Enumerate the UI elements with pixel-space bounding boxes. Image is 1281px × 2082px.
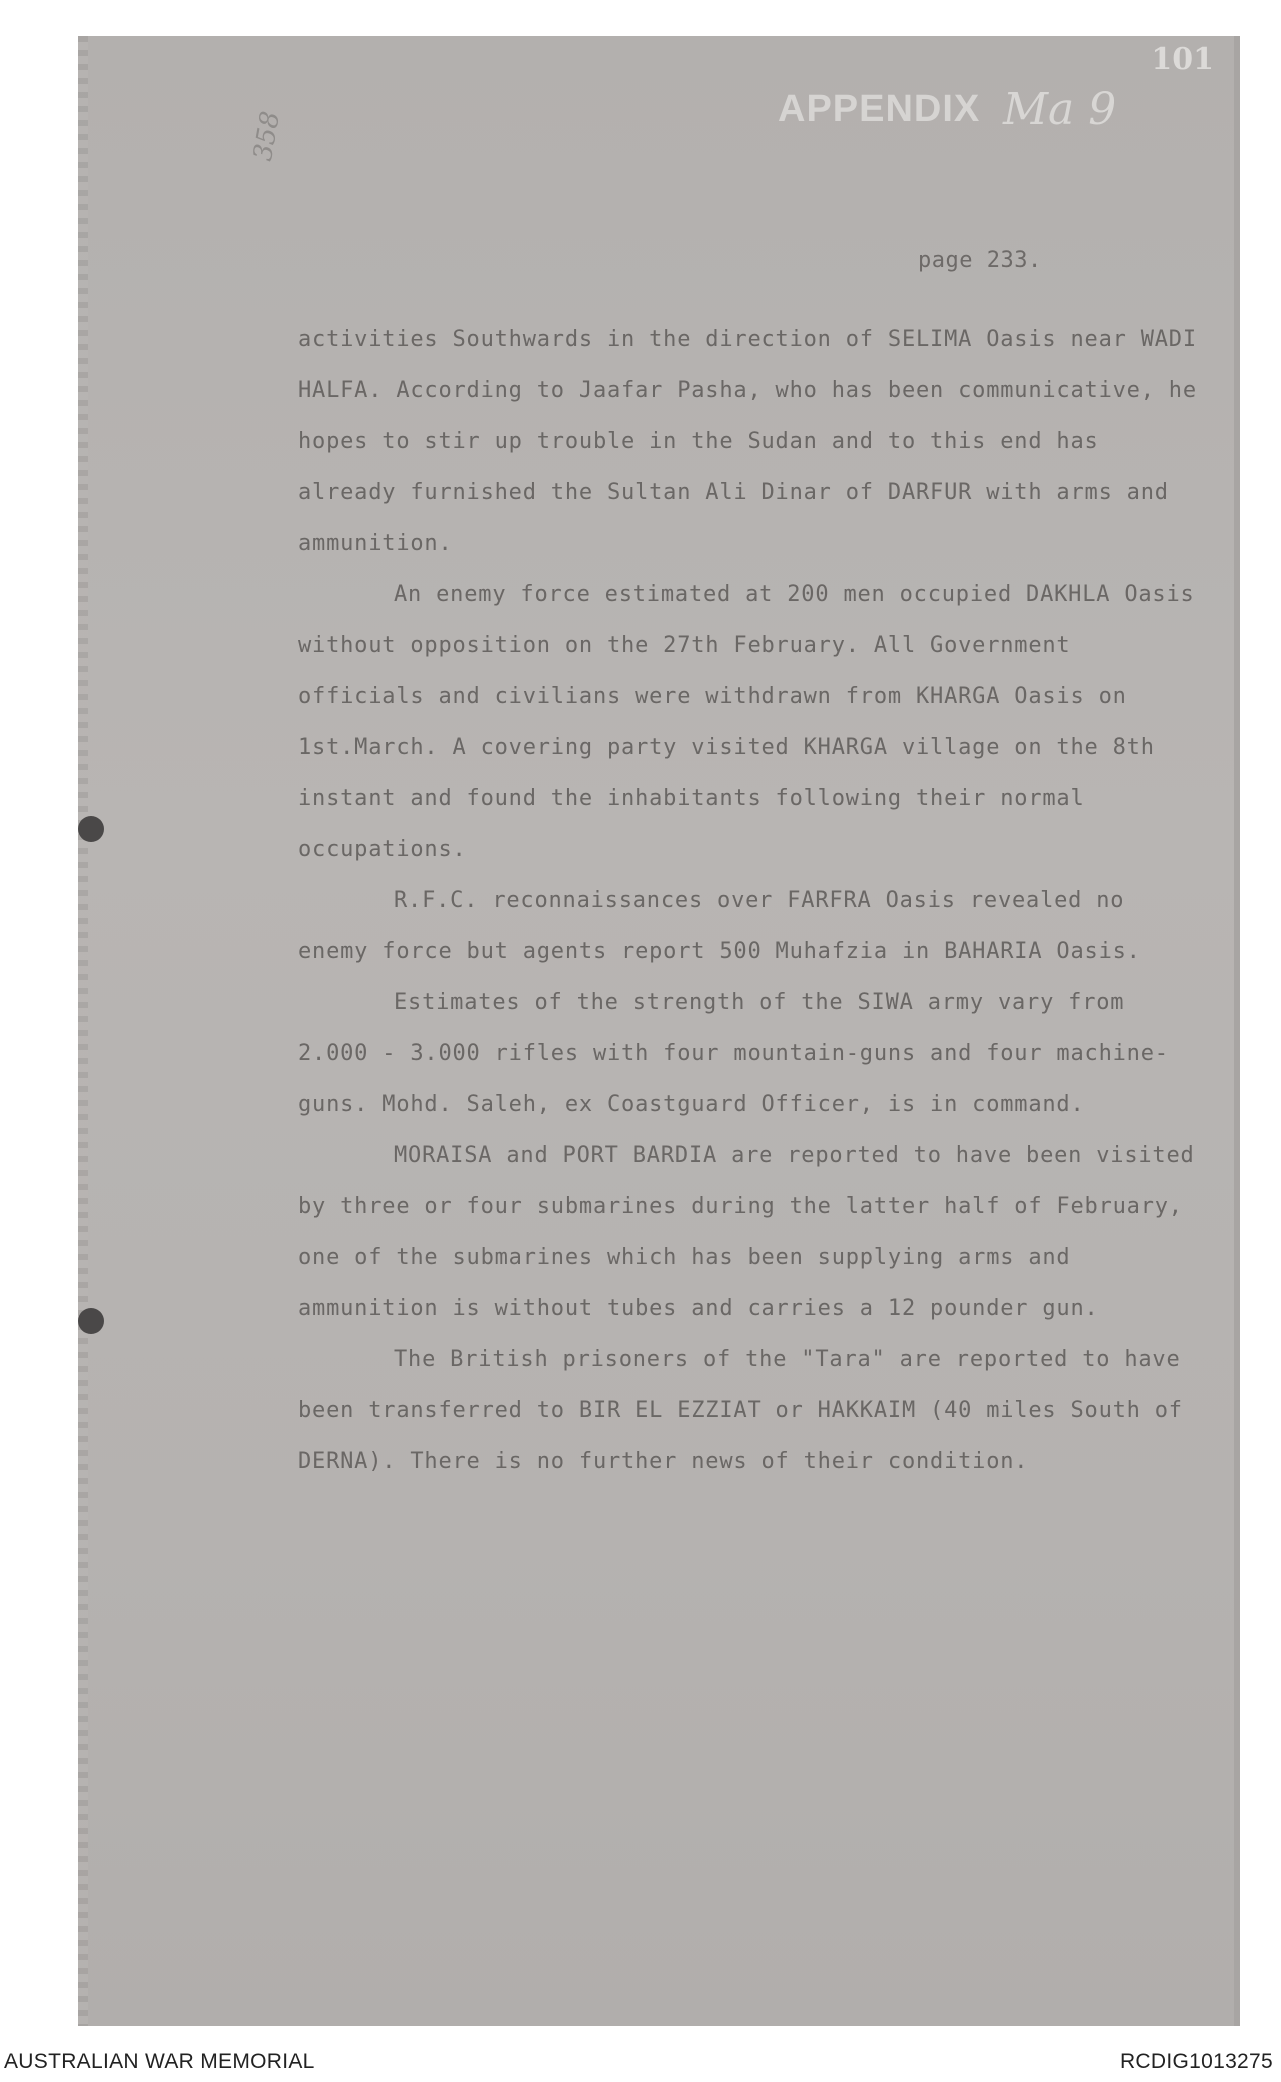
document-sheet (78, 36, 1240, 2026)
punch-hole-icon (78, 816, 104, 842)
appendix-stamp: APPENDIX (778, 88, 981, 130)
sheet-shadow-edge (1234, 36, 1240, 2026)
margin-note: 358 (248, 109, 287, 164)
paragraph-2: An enemy force estimated at 200 men occupied DAKHLA Oasis without opposition on the 27th February. All Government officials and civilians were withdrawn from KHARGA Oasis on 1st.March. A covering party visited KHARGA village on the 8th instant and found the inhabitants following their normal occupations. (298, 582, 1195, 862)
handwritten-reference: Ma 9 (1003, 84, 1117, 135)
page-number: page 233. (918, 248, 1042, 273)
paragraph-3: R.F.C. reconnaissances over FARFRA Oasis revealed no enemy force but agents report 500 Muhafzia in BAHARIA Oasis. (298, 888, 1141, 964)
paragraph-4: Estimates of the strength of the SIWA army vary from 2.000 - 3.000 rifles with four mountain-guns and four machine-guns. Mohd. Saleh, ex Coastguard Officer, is in command. (298, 990, 1169, 1117)
paragraph-1: activities Southwards in the direction of SELIMA Oasis near WADI HALFA. According to Jaafar Pasha, who has been communicative, he hopes to stir up trouble in the Sudan and to this end has already furnished the Sultan Ali Dinar of DARFUR with arms and ammunition. (298, 327, 1197, 556)
paragraph-6: The British prisoners of the "Tara" are reported to have been transferred to BIR EL EZZIAT or HAKKAIM (40 miles South of DERNA). There is no further news of their condition. (298, 1347, 1183, 1474)
paragraph-5: MORAISA and PORT BARDIA are reported to have been visited by three or four submarines during the latter half of February, one of the submarines which has been supplying arms and ammunition is without tubes and carries a 12 pounder gun. (298, 1143, 1195, 1321)
typed-body (298, 314, 1208, 1487)
institution-caption: AUSTRALIAN WAR MEMORIAL (4, 2050, 315, 2073)
folio-number: 101 (1151, 42, 1214, 77)
perforated-edge (78, 36, 88, 2026)
punch-hole-icon (78, 1308, 104, 1334)
record-id-caption: RCDIG1013275 (1119, 2050, 1273, 2073)
